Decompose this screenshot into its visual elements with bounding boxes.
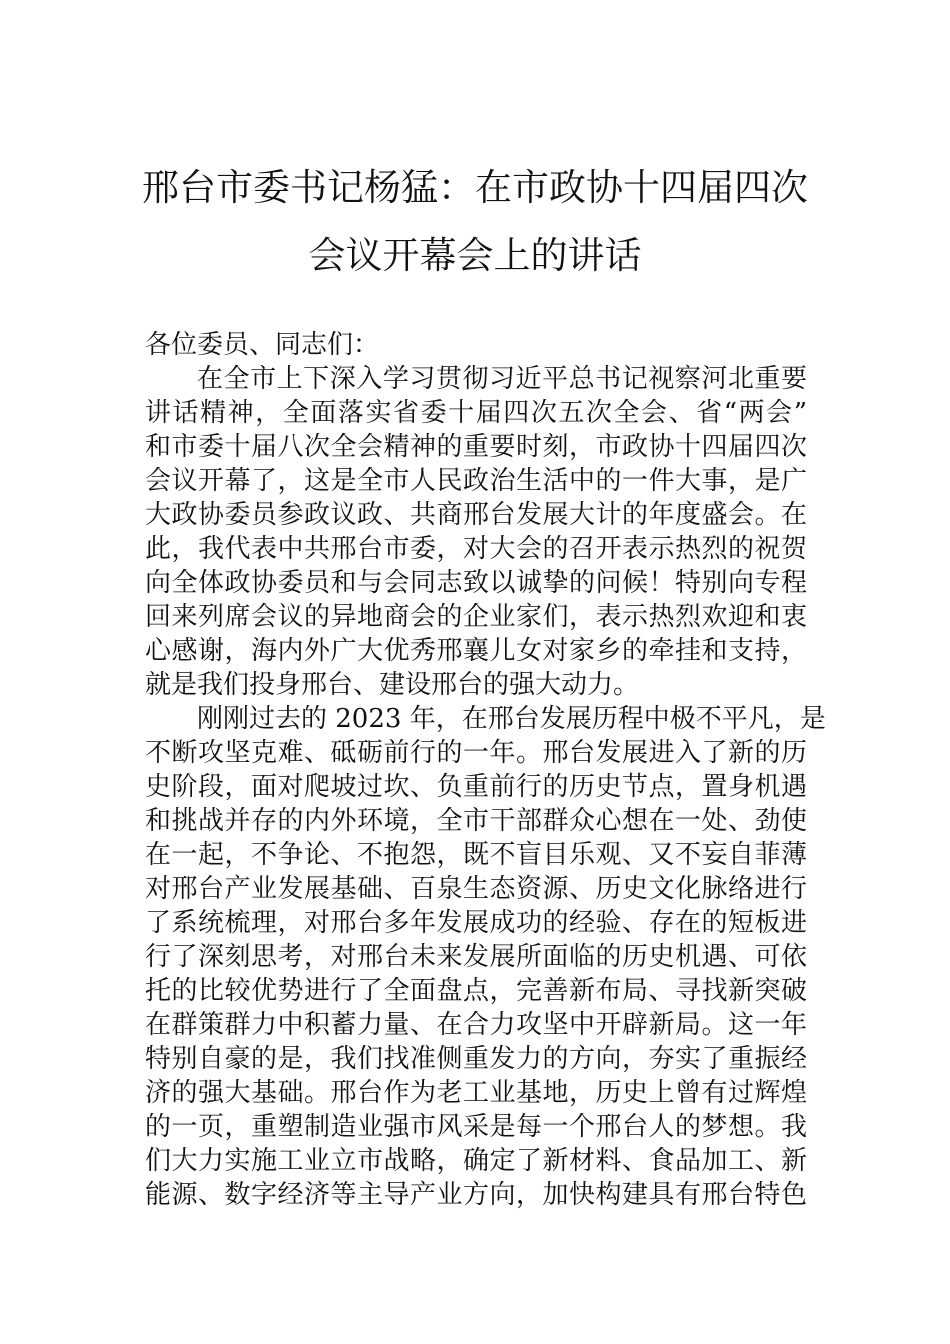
paragraph-2-line: 刚刚过去的 2023 年，在邢台发展历程中极不平凡，是 [197,704,826,734]
paragraph-2-line: 了系统梳理，对邢台多年发展成功的经验、存在的短板进 [145,908,807,938]
paragraph-2-line: 特别自豪的是，我们找准侧重发力的方向，夯实了重振经 [145,1044,807,1074]
paragraph-2-line: 和挑战并存的内外环境，全市干部群众心想在一处、劲使 [145,806,807,836]
paragraph-2-line: 们大力实施工业立市战略，确定了新材料、食品加工、新 [145,1146,807,1176]
paragraph-2-line: 济的强大基础。邢台作为老工业基地，历史上曾有过辉煌 [145,1078,807,1108]
paragraph-2-line: 在群策群力中积蓄力量、在合力攻坚中开辟新局。这一年 [145,1010,807,1040]
paragraph-1-line: 回来列席会议的异地商会的企业家们，表示热烈欢迎和衷 [145,602,807,632]
paragraph-2-line: 行了深刻思考，对邢台未来发展所面临的历史机遇、可依 [145,942,807,972]
paragraph-1-line: 就是我们投身邢台、建设邢台的强大动力。 [145,670,640,700]
paragraph-2-line: 不断攻坚克难、砥砺前行的一年。邢台发展进入了新的历 [145,738,807,768]
paragraph-1-line: 心感谢，海内外广大优秀邢襄儿女对家乡的牵挂和支持， [145,636,807,666]
paragraph-2-line: 能源、数字经济等主导产业方向，加快构建具有邢台特色 [145,1180,807,1210]
paragraph-1-line: 讲话精神，全面落实省委十届四次五次全会、省“两会” [145,398,807,428]
paragraph-2-line: 在一起，不争论、不抱怨，既不盲目乐观、又不妄自菲薄 [145,840,807,870]
paragraph-1-line: 和市委十届八次全会精神的重要时刻，市政协十四届四次 [145,432,807,462]
salutation: 各位委员、同志们： [145,330,380,360]
paragraph-2-line: 托的比较优势进行了全面盘点，完善新布局、寻找新突破 [145,976,807,1006]
paragraph-2-line: 对邢台产业发展基础、百泉生态资源、历史文化脉络进行 [145,874,807,904]
paragraph-1-line: 会议开幕了，这是全市人民政治生活中的一件大事，是广 [145,466,807,496]
paragraph-2-line: 史阶段，面对爬坡过坎、负重前行的历史节点，置身机遇 [145,772,807,802]
paragraph-1-line: 此，我代表中共邢台市委，对大会的召开表示热烈的祝贺 [145,534,807,564]
paragraph-1-line: 在全市上下深入学习贯彻习近平总书记视察河北重要 [197,364,807,394]
paragraph-2-line: 的一页，重塑制造业强市风采是每一个邢台人的梦想。我 [145,1112,807,1142]
paragraph-1-line: 向全体政协委员和与会同志致以诚挚的问候！特别向专程 [145,568,807,598]
document-title-line-2: 会议开幕会上的讲话 [308,234,642,277]
document-title-line-1: 邢台市委书记杨猛：在市政协十四届四次 [142,166,808,209]
paragraph-1-line: 大政协委员参政议政、共商邢台发展大计的年度盛会。在 [145,500,807,530]
